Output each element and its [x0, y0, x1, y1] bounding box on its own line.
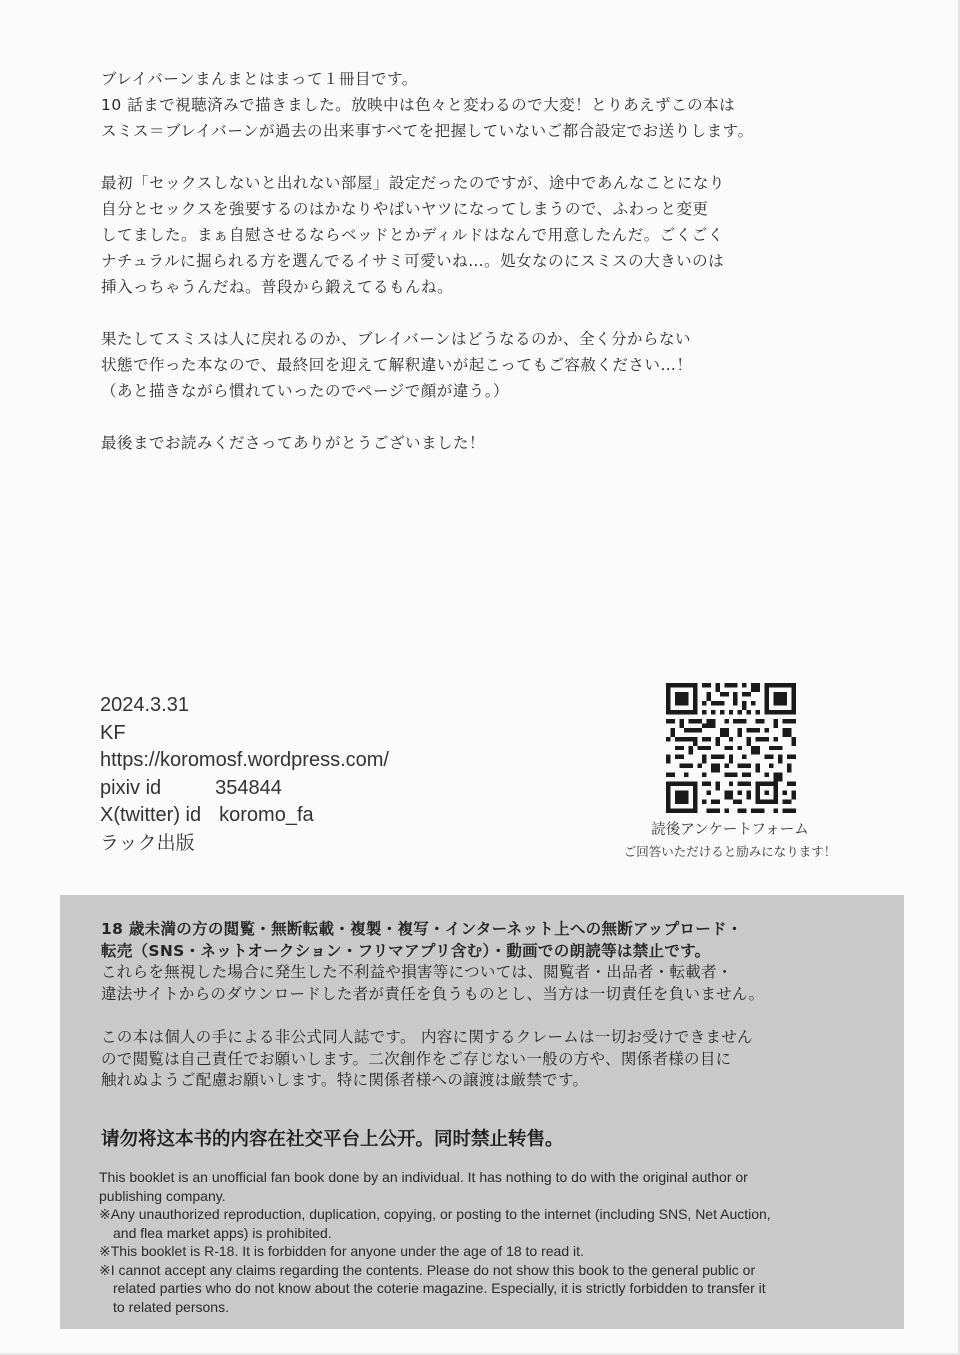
- notice-prohibition: [101, 919, 901, 1005]
- notice-line: 違法サイトからのダウンロードした者が責任を負うものとし、当方は一切責任を負いません。: [101, 984, 765, 1003]
- afterword-paragraph-1: [101, 66, 821, 144]
- qr-caption: [600, 820, 860, 862]
- notice-en-line: to related persons.: [113, 1298, 229, 1315]
- colophon: [100, 692, 389, 857]
- pixiv-id: 354844: [215, 776, 282, 799]
- qr-code-icon[interactable]: [666, 683, 796, 813]
- afterword-line: 自分とセックスを強要するのはかなりやばいヤツになってしまうので、ふわっと変更: [101, 200, 709, 218]
- afterword-line: 10 話まで視聴済みで描きました。放映中は色々と変わるので大変！とりあえずこの本は: [101, 96, 736, 114]
- notice-line: ので閲覧は自己責任でお願いします。二次創作をご存じない一般の方や、関係者様の目に: [101, 1049, 732, 1068]
- afterword: [101, 66, 821, 482]
- notice-line: 18 歳未満の方の閲覧・無断転載・複製・複写・インターネット上への無断アップロード・: [101, 920, 743, 938]
- afterword-paragraph-3: [101, 326, 821, 404]
- notice-line: 触れぬようご配慮お願いします。特に関係者様への譲渡は厳禁です。: [101, 1071, 589, 1089]
- twitter-row: [100, 802, 389, 830]
- notice-en-line: ※I cannot accept any claims regarding the contents. Please do not show this book to the general public or: [99, 1261, 756, 1278]
- survey-form-sublabel: ご回答いただけると励みになります！: [623, 844, 837, 859]
- notice-en-line: ※This booklet is R-18. It is forbidden for anyone under the age of 18 to read it.: [99, 1243, 584, 1259]
- afterword-line: してました。まぁ自慰させるならベッドとかディルドはなんで用意したんだ。ごくごく: [101, 226, 724, 244]
- notice-en-line: related parties who do not know about the coterie magazine. Especially, it is strictly forbidden to transfer it: [113, 1280, 766, 1296]
- afterword-line: スミス＝ブレイバーンが過去の出来事すべてを把握していないご都合設定でお送りします。: [101, 122, 754, 140]
- afterword-line: ブレイバーンまんまとはまって１冊目です。: [101, 70, 418, 88]
- afterword-paragraph-2: [101, 170, 821, 300]
- afterword-line: 最後までお読みくださってありがとうございました！: [101, 434, 486, 452]
- notice-line: これらを無視した場合に発生した不利益や損害等については、閲覧者・出品者・転載者・: [101, 963, 733, 981]
- survey-form-label: 読後アンケートフォーム: [651, 822, 809, 838]
- notice-en-line: and flea market apps) is prohibited.: [113, 1224, 332, 1241]
- twitter-label: X(twitter) id: [100, 804, 202, 826]
- pixiv-label: pixiv id: [100, 776, 162, 799]
- afterword-line: 最初「セックスしないと出れない部屋」設定だったのですが、途中であんなことになり: [101, 174, 725, 192]
- circle-name: KF: [100, 721, 126, 744]
- twitter-id: koromo_fa: [219, 804, 314, 826]
- notice-chinese: 请勿将这本书的内容在社交平台上公开。同时禁止转售。: [101, 1129, 564, 1150]
- afterword-line: 果たしてスミスは人に戻れるのか、ブレイバーンはどうなるのか、全く分からない: [101, 330, 691, 348]
- notice-line: 転売（SNS・ネットオークション・フリマアプリ含む）・動画での朗読等は禁止です。: [101, 941, 711, 960]
- website-link[interactable]: https://koromosf.wordpress.com/: [100, 749, 389, 771]
- afterword-line: （あと描きながら慣れていったのでページで顔が違う。）: [101, 382, 509, 400]
- afterword-line: 挿入っちゃうんだね。普段から鍛えてるもんね。: [101, 278, 454, 296]
- pixiv-row: [100, 775, 389, 803]
- notice-disclaimer: [101, 1027, 901, 1092]
- publisher: ラック出版: [100, 831, 195, 854]
- notice-line: この本は個人の手による非公式同人誌です。 内容に関するクレームは一切お受けできません: [101, 1028, 753, 1046]
- notice-english: [99, 1168, 889, 1316]
- notice-en-line: publishing company.: [99, 1187, 226, 1204]
- notice-en-line: This booklet is an unofficial fan book done by an individual. It has nothing to do with the original author or: [99, 1169, 748, 1185]
- notice-box: [60, 895, 904, 1329]
- publish-date: 2024.3.31: [100, 694, 189, 716]
- afterword-line: 状態で作った本なので、最終回を迎えて解釈違いが起こってもご容赦ください…！: [101, 356, 693, 374]
- afterword-paragraph-4: [101, 430, 821, 456]
- notice-en-line: ※Any unauthorized reproduction, duplication, copying, or posting to the internet (including SNS, Net Auction,: [99, 1206, 771, 1222]
- afterword-line: ナチュラルに掘られる方を選んでるイサミ可愛いね…。処女なのにスミスの大きいのは: [101, 252, 725, 270]
